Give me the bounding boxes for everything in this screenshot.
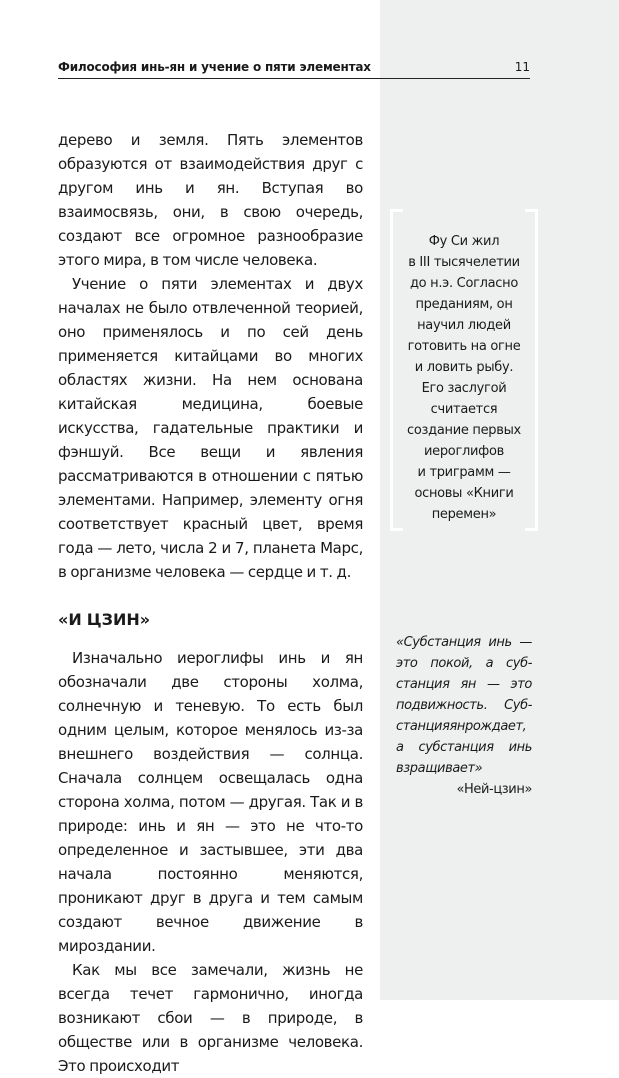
note-line: до н.э. Согласно — [409, 276, 519, 291]
sidebar-quote — [396, 632, 532, 800]
note-line: готовить на огне — [407, 339, 521, 354]
sidebar-note-text — [400, 231, 528, 525]
note-line: иероглифов — [424, 444, 504, 459]
note-line: создание первых — [407, 423, 521, 438]
paragraph: Учение о пяти элементах и двух началах не было отвлеченной теорией, оно применялось и по сей день применяется китайцами во многих областях жизни. На нем основана китайская медицина, боевые искусства, гадательные практики и фэншуй. Все вещи и явления рассматриваются в отношении с пятью элементами. Например, элементу огня соответствует красный цвет, время года — лето, числа 2 и 7, планета Марс, в организме человека — сердце и т. д. — [58, 275, 363, 581]
sidebar-note — [390, 209, 538, 525]
quote-source: «Ней-цзин» — [456, 782, 532, 797]
quote-line: это покой, а суб- — [396, 656, 532, 671]
note-line: и триграмм — — [417, 465, 511, 480]
note-line: перемен» — [431, 507, 497, 522]
note-line: считается — [430, 402, 498, 417]
quote-line: взращивает» — [396, 761, 483, 776]
paragraph: дерево и земля. Пять элементов образуются от взаимодействия друг с другом инь и ян. Вступая во взаимосвязь, они, в свою очередь, создают все огромное разнообразие этого мира, в том числе человека. — [58, 131, 363, 269]
note-line: основы «Книги — [414, 486, 514, 501]
quote-line: а субстанция инь — [396, 740, 532, 755]
quote-line: станцияянрождает, — [396, 719, 527, 734]
section-heading: «И ЦЗИН» — [58, 610, 151, 629]
note-line: преданиям, он — [415, 297, 513, 312]
quote-line: «Субстанция инь — — [396, 635, 532, 650]
main-text-column — [58, 128, 363, 1078]
note-line: научил людей — [417, 318, 511, 333]
page-header — [58, 58, 530, 79]
page-number: 11 — [514, 60, 530, 74]
note-line: в III тысячелетии — [408, 255, 520, 270]
note-line: Его заслугой — [421, 381, 507, 396]
paragraph: Изначально иероглифы инь и ян обозначали две стороны холма, солнечную и теневую. То есть был одним целым, которое менялось из-за внешнего воздействия — солнца. Сначала солнцем освещалась одна сторона холма, потом — другая. Так и в природе: инь и ян — это не что-то определенное и застывшее, эти два начала постоянно меняются, проникают друг в друга и тем самым создают вечное движение в мироздании. — [58, 649, 363, 955]
quote-line: станция ян — это — [396, 677, 532, 692]
note-line: и ловить рыбу. — [414, 360, 514, 375]
note-line: Фу Си жил — [428, 234, 500, 249]
paragraph: Как мы все замечали, жизнь не всегда течет гармонично, иногда возникают сбои — в природе, в обществе или в организме человека. Это происходит — [58, 961, 363, 1075]
running-title: Философия инь-ян и учение о пяти элементах — [58, 60, 371, 74]
quote-line: подвижность. Суб- — [396, 698, 532, 713]
